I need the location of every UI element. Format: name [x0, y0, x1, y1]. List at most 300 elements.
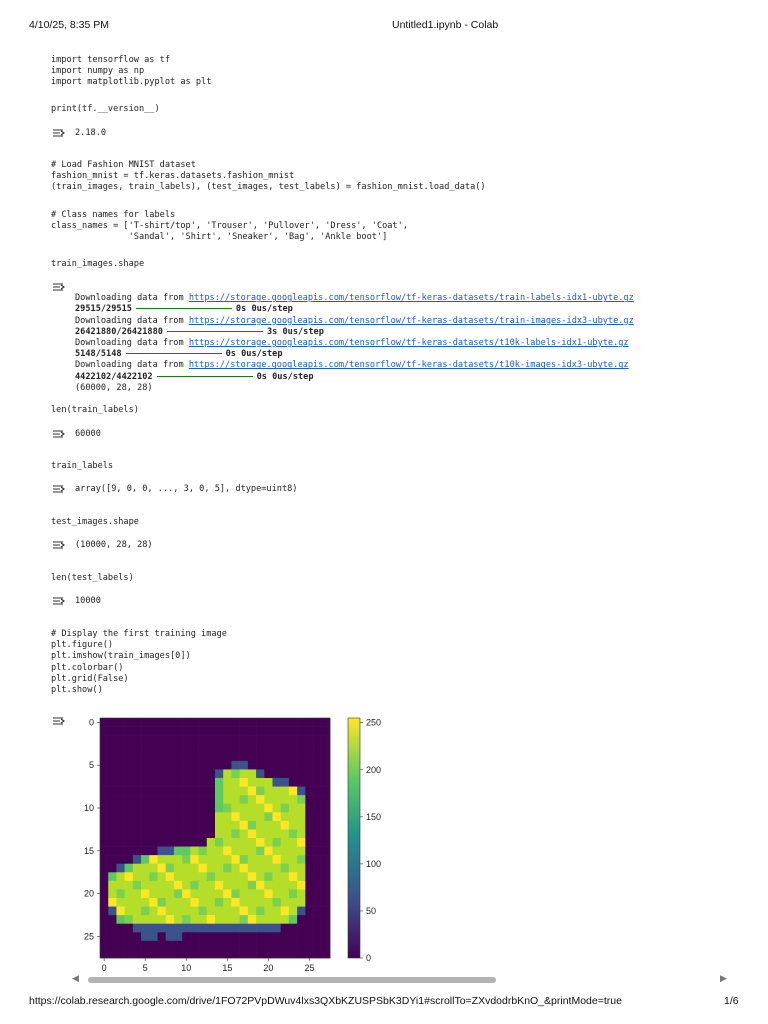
image-cell	[289, 941, 298, 950]
download-link[interactable]: https://storage.googleapis.com/tensorflow/tf-keras-datasets/train-images-idx3-ubyte.gz	[188, 315, 634, 326]
image-cell	[158, 735, 167, 744]
image-cell	[305, 889, 314, 898]
image-cell	[125, 838, 134, 847]
scroll-left-icon[interactable]: ◀	[72, 973, 79, 983]
image-cell	[248, 787, 257, 796]
image-cell	[125, 898, 134, 907]
image-cell	[240, 727, 249, 736]
image-cell	[322, 855, 331, 864]
image-cell	[264, 795, 273, 804]
image-cell	[182, 889, 191, 898]
image-cell	[273, 804, 282, 813]
image-cell	[289, 847, 298, 856]
image-cell	[149, 787, 158, 796]
image-cell	[215, 829, 224, 838]
image-cell	[141, 752, 150, 761]
image-cell	[166, 812, 175, 821]
image-cell	[289, 889, 298, 898]
image-cell	[305, 924, 314, 933]
image-cell	[248, 847, 257, 856]
image-cell	[149, 744, 158, 753]
image-cell	[100, 881, 109, 890]
image-cell	[248, 795, 257, 804]
image-cell	[305, 838, 314, 847]
image-cell	[125, 915, 134, 924]
image-cell	[305, 795, 314, 804]
image-cell	[166, 864, 175, 873]
image-cell	[116, 941, 125, 950]
image-cell	[116, 718, 125, 727]
image-cell	[190, 804, 199, 813]
image-cell	[240, 718, 249, 727]
image-cell	[182, 855, 191, 864]
image-cell	[297, 769, 306, 778]
image-cell	[305, 821, 314, 830]
image-cell	[297, 872, 306, 881]
image-cell	[223, 889, 232, 898]
horizontal-scrollbar[interactable]	[88, 977, 496, 983]
image-cell	[199, 847, 208, 856]
image-cell	[174, 744, 183, 753]
image-cell	[248, 881, 257, 890]
image-cell	[248, 907, 257, 916]
image-cell	[223, 872, 232, 881]
image-cell	[248, 915, 257, 924]
image-cell	[240, 949, 249, 958]
image-cell	[322, 872, 331, 881]
image-cell	[199, 907, 208, 916]
image-cell	[125, 778, 134, 787]
image-cell	[223, 769, 232, 778]
image-cell	[141, 727, 150, 736]
image-cell	[314, 915, 323, 924]
output-toggle-icon[interactable]	[52, 596, 66, 606]
image-cell	[281, 872, 290, 881]
image-cell	[141, 735, 150, 744]
image-cell	[240, 838, 249, 847]
image-cell	[141, 787, 150, 796]
image-cell	[141, 778, 150, 787]
image-cell	[199, 872, 208, 881]
image-cell	[264, 855, 273, 864]
code-cell-len-test[interactable]: len(test_labels)	[51, 573, 134, 583]
image-cell	[314, 718, 323, 727]
image-cell	[240, 924, 249, 933]
image-cell	[297, 804, 306, 813]
image-cell	[215, 941, 224, 950]
image-cell	[281, 855, 290, 864]
image-cell	[289, 907, 298, 916]
image-cell	[149, 718, 158, 727]
image-cell	[322, 735, 331, 744]
image-cell	[190, 787, 199, 796]
image-cell	[273, 795, 282, 804]
image-cell	[305, 847, 314, 856]
download-link[interactable]: https://storage.googleapis.com/tensorflow/tf-keras-datasets/t10k-labels-idx1-ubyte.gz	[188, 338, 629, 349]
image-cell	[116, 898, 125, 907]
image-cell	[190, 881, 199, 890]
image-cell	[240, 915, 249, 924]
image-cell	[281, 864, 290, 873]
image-cell	[322, 889, 331, 898]
image-cell	[314, 889, 323, 898]
image-cell	[289, 778, 298, 787]
image-cell	[297, 795, 306, 804]
image-cell	[174, 727, 183, 736]
image-cell	[166, 949, 175, 958]
image-cell	[248, 855, 257, 864]
image-cell	[141, 872, 150, 881]
image-cell	[231, 752, 240, 761]
output-toggle-icon[interactable]	[52, 282, 66, 292]
image-cell	[281, 847, 290, 856]
image-cell	[182, 949, 191, 958]
image-cell	[264, 941, 273, 950]
image-cell	[199, 787, 208, 796]
image-cell	[248, 821, 257, 830]
image-cell	[297, 838, 306, 847]
image-cell	[281, 829, 290, 838]
image-cell	[264, 744, 273, 753]
image-cell	[174, 855, 183, 864]
image-cell	[100, 787, 109, 796]
image-cell	[166, 889, 175, 898]
image-cell	[158, 718, 167, 727]
image-cell	[289, 829, 298, 838]
scroll-right-icon[interactable]: ▶	[720, 973, 727, 983]
image-cell	[166, 744, 175, 753]
image-cell	[108, 812, 117, 821]
image-cell	[256, 804, 265, 813]
image-cell	[297, 829, 306, 838]
image-cell	[207, 864, 216, 873]
image-cell	[116, 907, 125, 916]
download-link[interactable]: https://storage.googleapis.com/tensorflow/tf-keras-datasets/t10k-images-idx3-ubyte.gz	[188, 360, 629, 371]
image-cell	[322, 812, 331, 821]
image-cell	[215, 915, 224, 924]
image-cell	[215, 812, 224, 821]
image-cell	[273, 949, 282, 958]
image-cell	[125, 907, 134, 916]
code-cell-load-dataset[interactable]: # Load Fashion MNIST dataset fashion_mnist = tf.keras.datasets.fashion_mnist (train_images, train_labels), (test_images, test_labels) = fashion_mnist.load_data()	[51, 160, 486, 193]
image-cell	[116, 915, 125, 924]
image-cell	[149, 924, 158, 933]
image-cell	[273, 727, 282, 736]
progress-line: 26421880/26421880 3s 0us/step	[75, 326, 324, 337]
image-cell	[281, 744, 290, 753]
image-cell	[108, 889, 117, 898]
image-cell	[281, 889, 290, 898]
image-cell	[207, 787, 216, 796]
image-cell	[100, 907, 109, 916]
image-cell	[240, 847, 249, 856]
image-cell	[215, 924, 224, 933]
image-cell	[322, 752, 331, 761]
image-cell	[190, 855, 199, 864]
image-cell	[125, 889, 134, 898]
image-cell	[273, 821, 282, 830]
image-cell	[141, 889, 150, 898]
code-cell-print-version[interactable]: print(tf.__version__)	[51, 104, 160, 114]
image-cell	[314, 881, 323, 890]
image-cell	[231, 838, 240, 847]
image-cell	[174, 769, 183, 778]
image-cell	[264, 718, 273, 727]
image-cell	[240, 804, 249, 813]
image-cell	[100, 795, 109, 804]
image-cell	[149, 872, 158, 881]
image-cell	[264, 915, 273, 924]
image-cell	[149, 727, 158, 736]
image-cell	[314, 744, 323, 753]
image-cell	[314, 872, 323, 881]
image-cell	[231, 769, 240, 778]
image-cell	[166, 838, 175, 847]
image-cell	[100, 847, 109, 856]
image-cell	[182, 735, 191, 744]
image-cell	[174, 812, 183, 821]
image-cell	[149, 915, 158, 924]
image-cell	[322, 821, 331, 830]
image-cell	[289, 769, 298, 778]
image-cell	[289, 804, 298, 813]
image-cell	[133, 778, 142, 787]
image-cell	[256, 787, 265, 796]
image-cell	[166, 847, 175, 856]
code-cell-train-shape[interactable]: train_images.shape	[51, 259, 145, 269]
image-cell	[256, 941, 265, 950]
image-cell	[248, 718, 257, 727]
image-cell	[141, 932, 150, 941]
image-cell	[199, 795, 208, 804]
image-cell	[158, 744, 167, 753]
image-cell	[158, 795, 167, 804]
image-cell	[314, 778, 323, 787]
image-cell	[166, 872, 175, 881]
image-cell	[190, 752, 199, 761]
image-cell	[314, 761, 323, 770]
image-cell	[108, 761, 117, 770]
image-cell	[116, 804, 125, 813]
code-cell-train-labels[interactable]: train_labels	[51, 461, 114, 471]
image-cell	[108, 898, 117, 907]
image-cell	[240, 787, 249, 796]
output-test-shape: (10000, 28, 28)	[75, 540, 153, 550]
image-cell	[125, 847, 134, 856]
image-cell	[248, 949, 257, 958]
image-cell	[190, 838, 199, 847]
image-cell	[314, 829, 323, 838]
image-cell	[322, 787, 331, 796]
image-cell	[215, 752, 224, 761]
output-toggle-icon[interactable]	[52, 540, 66, 550]
image-cell	[231, 744, 240, 753]
download-line: Downloading data from https://storage.googleapis.com/tensorflow/tf-keras-datasets/train-images-idx3-ubyte.gz	[75, 315, 634, 326]
image-cell	[314, 812, 323, 821]
image-cell	[273, 829, 282, 838]
image-cell	[100, 752, 109, 761]
image-cell	[314, 795, 323, 804]
image-cell	[314, 787, 323, 796]
image-cell	[166, 907, 175, 916]
code-cell-display-image[interactable]: # Display the first training image plt.figure() plt.imshow(train_images[0]) plt.colorbar() plt.grid(False) plt.show()	[51, 629, 227, 696]
image-cell	[149, 907, 158, 916]
image-cell	[289, 838, 298, 847]
image-cell	[231, 915, 240, 924]
image-cell	[190, 898, 199, 907]
image-cell	[133, 924, 142, 933]
image-cell	[190, 932, 199, 941]
image-cell	[322, 932, 331, 941]
image-cell	[199, 804, 208, 813]
image-cell	[289, 898, 298, 907]
image-cell	[182, 838, 191, 847]
image-cell	[149, 941, 158, 950]
image-cell	[273, 787, 282, 796]
image-cell	[273, 864, 282, 873]
image-cell	[281, 812, 290, 821]
image-cell	[314, 898, 323, 907]
image-cell	[322, 898, 331, 907]
image-cell	[158, 778, 167, 787]
output-toggle-icon[interactable]	[52, 484, 66, 494]
image-cell	[256, 847, 265, 856]
image-cell	[281, 949, 290, 958]
image-cell	[264, 838, 273, 847]
image-cell	[231, 812, 240, 821]
image-cell	[256, 735, 265, 744]
image-cell	[141, 821, 150, 830]
image-cell	[248, 804, 257, 813]
image-cell	[264, 761, 273, 770]
image-cell	[108, 881, 117, 890]
image-cell	[248, 752, 257, 761]
image-cell	[100, 778, 109, 787]
image-cell	[240, 795, 249, 804]
image-cell	[100, 932, 109, 941]
image-cell	[289, 924, 298, 933]
image-cell	[314, 864, 323, 873]
image-cell	[158, 838, 167, 847]
image-cell	[182, 864, 191, 873]
image-cell	[108, 744, 117, 753]
image-cell	[273, 855, 282, 864]
image-cell	[133, 735, 142, 744]
image-cell	[158, 829, 167, 838]
image-cell	[289, 881, 298, 890]
image-cell	[223, 752, 232, 761]
image-cell	[215, 881, 224, 890]
image-cell	[264, 778, 273, 787]
image-cell	[207, 761, 216, 770]
image-cell	[133, 821, 142, 830]
code-cell-class-names[interactable]: # Class names for labels class_names = ['T-shirt/top', 'Trouser', 'Pullover', 'Dress', 'Coat', 'Sandal', 'Shirt', 'Sneaker', 'Bag', 'Ankle boot']	[51, 210, 408, 243]
image-cell	[174, 932, 183, 941]
image-cell	[297, 907, 306, 916]
image-cell	[256, 864, 265, 873]
image-cell	[223, 744, 232, 753]
image-cell	[166, 769, 175, 778]
image-cell	[289, 718, 298, 727]
output-toggle-icon[interactable]	[52, 128, 66, 138]
image-cell	[264, 787, 273, 796]
image-cell	[100, 872, 109, 881]
output-toggle-icon[interactable]	[52, 429, 66, 439]
image-cell	[199, 898, 208, 907]
image-cell	[240, 744, 249, 753]
image-cell	[305, 787, 314, 796]
y-tick-label: 10	[83, 803, 94, 813]
y-tick-label: 15	[83, 845, 94, 856]
image-cell	[305, 881, 314, 890]
image-cell	[182, 778, 191, 787]
image-cell	[108, 718, 117, 727]
image-cell	[207, 778, 216, 787]
download-link[interactable]: https://storage.googleapis.com/tensorflow/tf-keras-datasets/train-labels-idx1-ubyte.gz	[188, 293, 634, 304]
image-cell	[248, 778, 257, 787]
image-cell	[182, 907, 191, 916]
image-cell	[264, 898, 273, 907]
image-cell	[264, 829, 273, 838]
image-cell	[305, 804, 314, 813]
image-cell	[297, 889, 306, 898]
image-cell	[256, 838, 265, 847]
image-cell	[149, 804, 158, 813]
image-cell	[231, 727, 240, 736]
image-cell	[100, 812, 109, 821]
image-cell	[223, 907, 232, 916]
image-cell	[116, 889, 125, 898]
image-cell	[199, 821, 208, 830]
image-cell	[289, 855, 298, 864]
image-cell	[125, 744, 134, 753]
image-cell	[264, 932, 273, 941]
image-cell	[223, 838, 232, 847]
image-cell	[305, 941, 314, 950]
image-cell	[125, 872, 134, 881]
image-cell	[116, 761, 125, 770]
image-cell	[125, 727, 134, 736]
image-cell	[133, 898, 142, 907]
image-cell	[182, 718, 191, 727]
code-cell-imports[interactable]: import tensorflow as tf import numpy as np import matplotlib.pyplot as plt	[51, 55, 212, 88]
image-cell	[166, 898, 175, 907]
output-toggle-icon[interactable]	[52, 716, 66, 726]
image-cell	[116, 727, 125, 736]
code-cell-len-train[interactable]: len(train_labels)	[51, 405, 139, 415]
image-cell	[149, 761, 158, 770]
image-cell	[100, 941, 109, 950]
image-cell	[174, 915, 183, 924]
image-cell	[273, 881, 282, 890]
image-cell	[264, 847, 273, 856]
image-cell	[133, 769, 142, 778]
image-cell	[133, 889, 142, 898]
image-cell	[314, 941, 323, 950]
image-cell	[256, 769, 265, 778]
image-cell	[182, 744, 191, 753]
image-cell	[273, 915, 282, 924]
image-cell	[281, 821, 290, 830]
image-cell	[231, 847, 240, 856]
image-cell	[207, 718, 216, 727]
image-cell	[199, 778, 208, 787]
code-cell-test-shape[interactable]: test_images.shape	[51, 517, 139, 527]
image-cell	[182, 898, 191, 907]
image-cells	[100, 718, 330, 958]
image-cell	[199, 915, 208, 924]
progress-line: 29515/29515 0s 0us/step	[75, 304, 293, 315]
